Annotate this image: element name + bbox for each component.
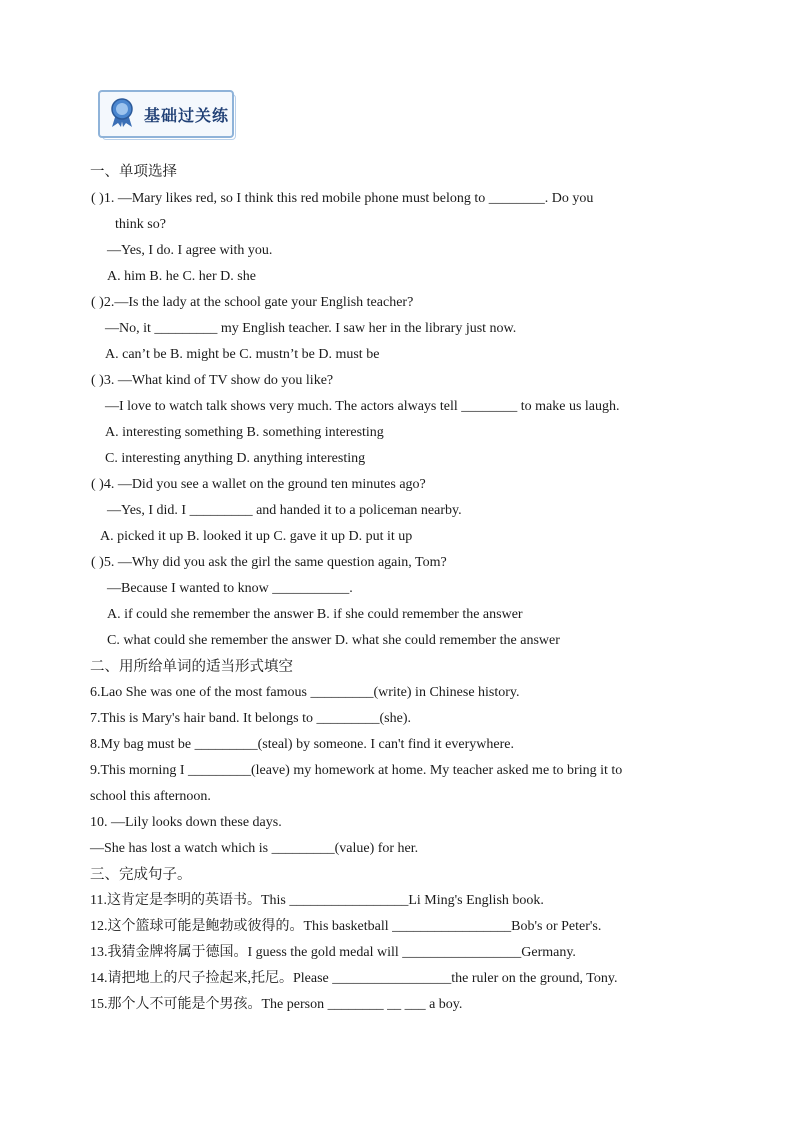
- question-10-reply: —She has lost a watch which is _________(value) for her.: [90, 841, 419, 856]
- section-badge: [98, 90, 236, 138]
- question-3-options-ab: A. interesting something B. something interesting: [105, 425, 384, 440]
- question-4-stem: ( )4. —Did you see a wallet on the ground ten minutes ago?: [91, 477, 426, 492]
- question-14: 14.请把地上的尺子捡起来,托尼。Please _________________the ruler on the ground, Tony.: [90, 971, 618, 986]
- question-3-reply: —I love to watch talk shows very much. The actors always tell ________ to make us laugh.: [105, 399, 620, 414]
- question-3-stem: ( )3. —What kind of TV show do you like?: [91, 373, 334, 388]
- question-13: 13.我猜金牌将属于德国。I guess the gold medal will _________________Germany.: [90, 945, 576, 960]
- question-3-options-cd: C. interesting anything D. anything interesting: [105, 451, 366, 466]
- question-1-stem: ( )1. —Mary likes red, so I think this red mobile phone must belong to ________. Do you: [91, 191, 594, 206]
- question-9: 9.This morning I _________(leave) my homework at home. My teacher asked me to bring it to: [90, 763, 623, 778]
- section-heading-choice: 一、单项选择: [90, 164, 177, 180]
- section-heading-word-form: 二、用所给单词的适当形式填空: [90, 659, 293, 675]
- medal-icon: [108, 98, 136, 128]
- section-heading-sentences: 三、完成句子。: [90, 867, 192, 883]
- question-1-stem-cont: think so?: [115, 217, 166, 232]
- question-2-reply: —No, it _________ my English teacher. I saw her in the library just now.: [105, 321, 517, 336]
- question-11: 11.这肯定是李明的英语书。This _________________Li Ming's English book.: [90, 893, 544, 908]
- question-5-options-cd: C. what could she remember the answer D. what she could remember the answer: [107, 633, 560, 648]
- badge-title: 基础过关练: [144, 106, 230, 125]
- question-8: 8.My bag must be _________(steal) by someone. I can't find it everywhere.: [90, 737, 514, 752]
- question-2-options: A. can’t be B. might be C. mustn’t be D. must be: [105, 347, 380, 362]
- question-6: 6.Lao She was one of the most famous _________(write) in Chinese history.: [90, 685, 520, 700]
- question-4-options: A. picked it up B. looked it up C. gave it up D. put it up: [100, 529, 413, 544]
- question-9-cont: school this afternoon.: [90, 789, 211, 804]
- question-1-options: A. him B. he C. her D. she: [107, 269, 256, 284]
- question-5-options-ab: A. if could she remember the answer B. if she could remember the answer: [107, 607, 523, 622]
- question-12: 12.这个篮球可能是鲍勃或彼得的。This basketball _________________Bob's or Peter's.: [90, 919, 602, 934]
- question-10-stem: 10. —Lily looks down these days.: [90, 815, 282, 830]
- question-4-reply: —Yes, I did. I _________ and handed it to a policeman nearby.: [107, 503, 462, 518]
- question-2-stem: ( )2.—Is the lady at the school gate your English teacher?: [91, 295, 414, 310]
- question-7: 7.This is Mary's hair band. It belongs to _________(she).: [90, 711, 411, 726]
- question-1-reply: —Yes, I do. I agree with you.: [107, 243, 273, 258]
- question-5-reply: —Because I wanted to know ___________.: [107, 581, 353, 596]
- question-15: 15.那个人不可能是个男孩。The person ________ __ ___ a boy.: [90, 997, 463, 1012]
- question-5-stem: ( )5. —Why did you ask the girl the same question again, Tom?: [91, 555, 447, 570]
